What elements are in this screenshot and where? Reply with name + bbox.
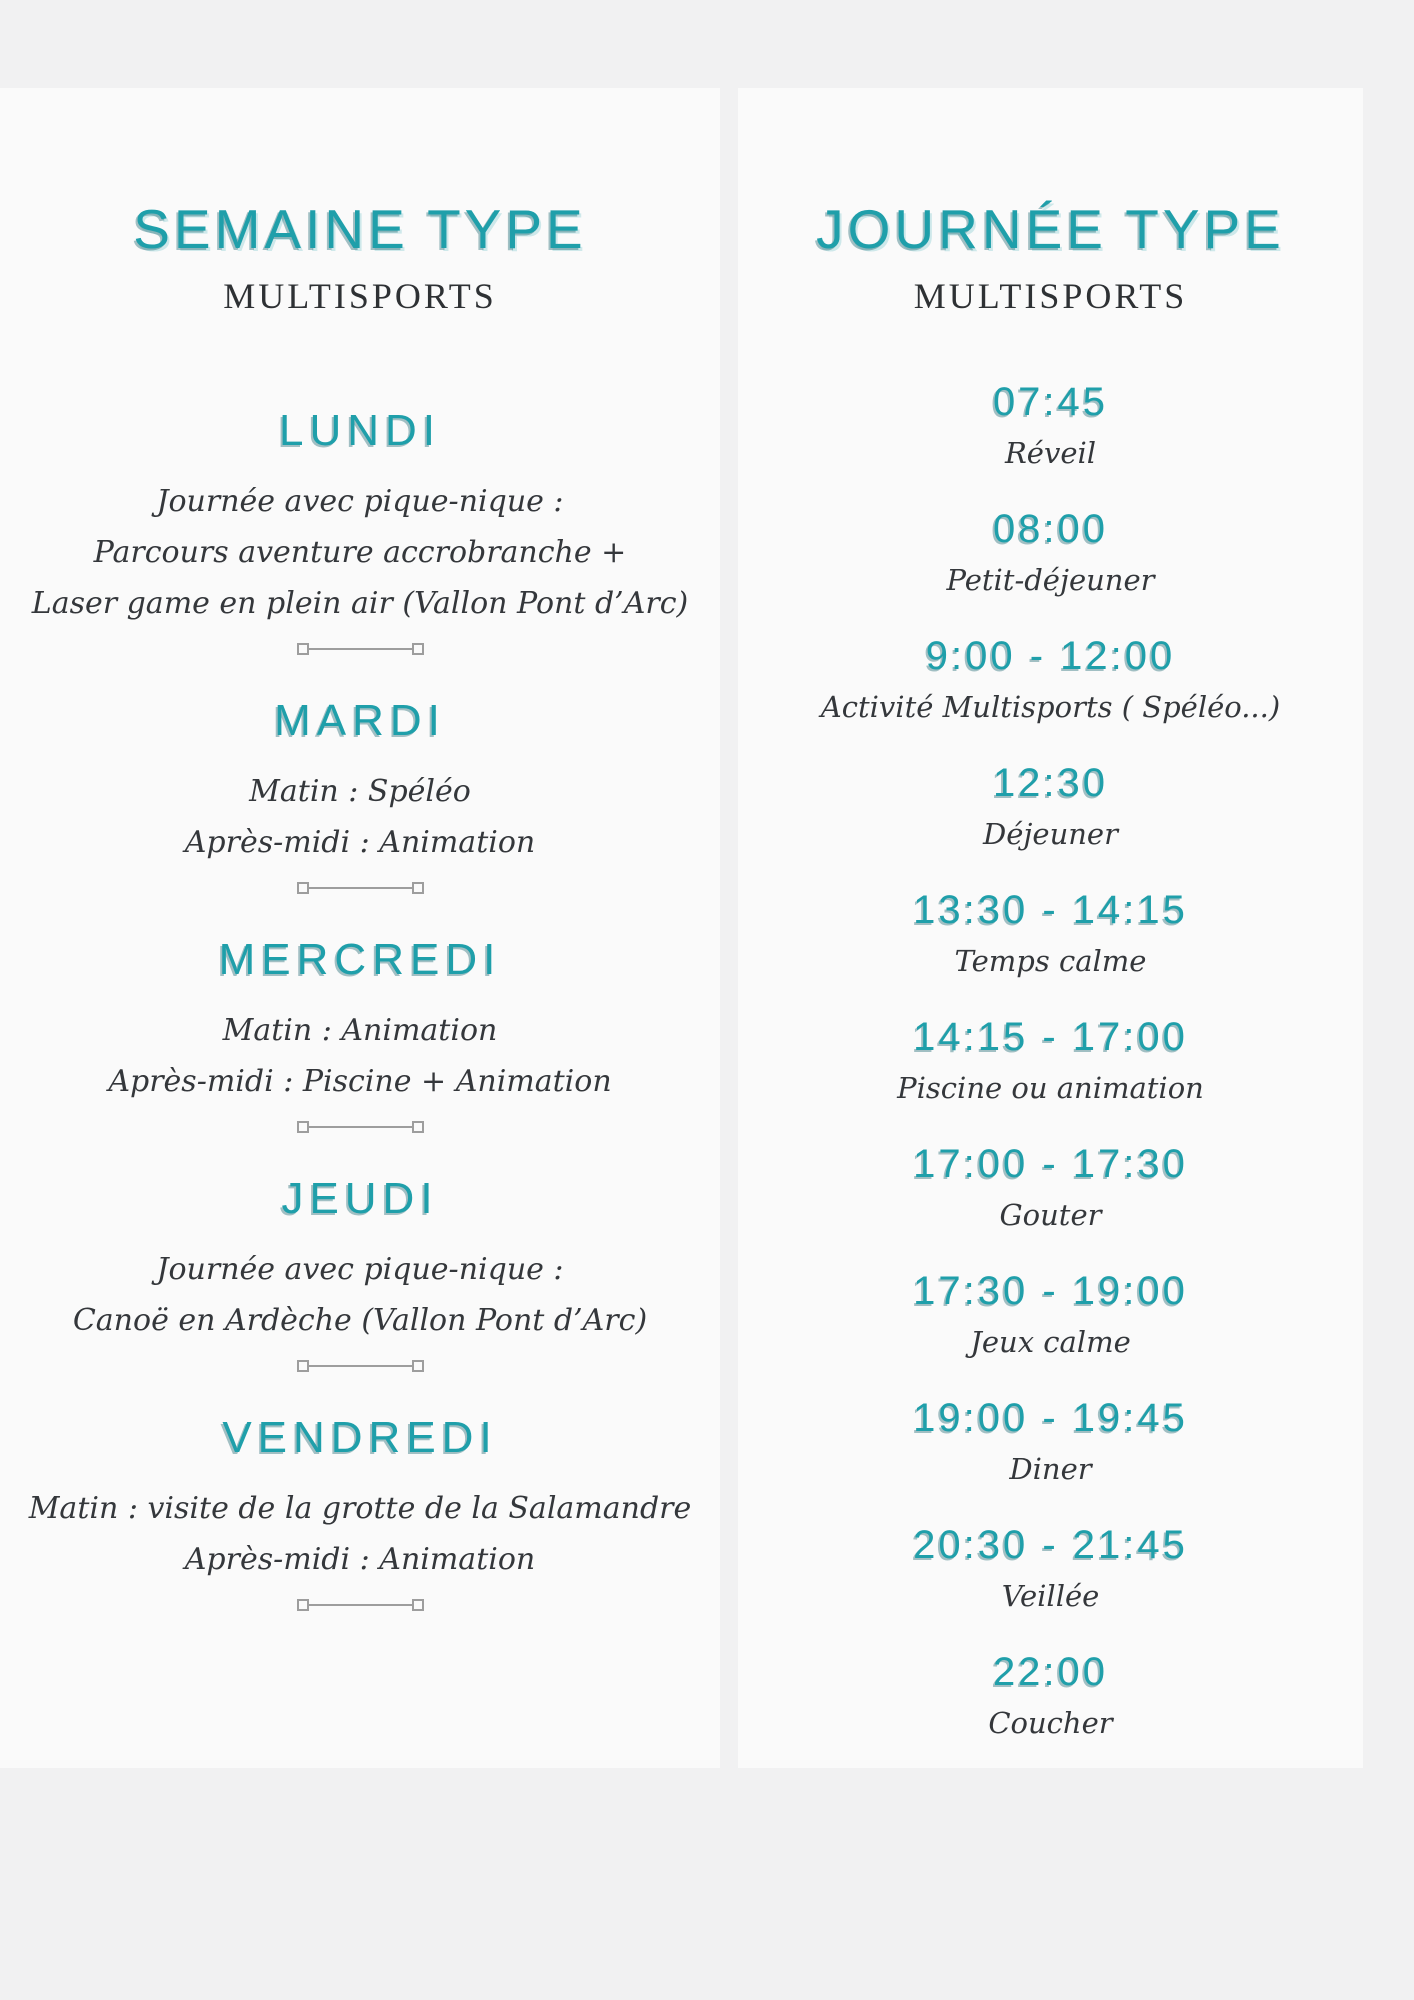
schedule-label: Gouter bbox=[999, 1198, 1102, 1232]
day-activity-line: Matin : Animation bbox=[222, 1013, 498, 1048]
day-name: JEUDI bbox=[281, 1174, 439, 1223]
schedule-label: Déjeuner bbox=[983, 817, 1118, 851]
divider-line bbox=[309, 648, 412, 650]
schedule-label: Jeux calme bbox=[970, 1325, 1131, 1359]
schedule-time: 19:00 - 19:45 bbox=[913, 1396, 1188, 1440]
schedule-label: Diner bbox=[1009, 1452, 1092, 1486]
day-activity-line: Parcours aventure accrobranche + bbox=[93, 535, 627, 570]
schedule-entry bbox=[738, 1266, 1363, 1362]
day-section bbox=[0, 694, 720, 893]
divider-line bbox=[309, 1365, 412, 1367]
schedule-label: Veillée bbox=[1001, 1579, 1100, 1613]
day-panel-title: JOURNÉE TYPE bbox=[816, 198, 1285, 260]
schedule-entry bbox=[738, 1012, 1363, 1108]
schedule-label: Coucher bbox=[988, 1706, 1113, 1740]
schedule-time: 12:30 bbox=[992, 761, 1109, 805]
week-panel bbox=[0, 88, 720, 1768]
schedule-time: 22:00 bbox=[992, 1650, 1109, 1694]
week-days-list bbox=[0, 404, 720, 1610]
divider-endpoint-square bbox=[412, 882, 424, 894]
day-activity-line: Laser game en plein air (Vallon Pont d’Arc) bbox=[31, 586, 689, 621]
divider-endpoint-square bbox=[297, 643, 309, 655]
day-activity-line: Matin : visite de la grotte de la Salamandre bbox=[28, 1491, 692, 1526]
day-activity-line: Canoë en Ardèche (Vallon Pont d’Arc) bbox=[72, 1303, 648, 1338]
divider-endpoint-square bbox=[297, 882, 309, 894]
schedule-time: 08:00 bbox=[992, 507, 1109, 551]
day-activity-line: Après-midi : Animation bbox=[184, 1542, 536, 1577]
day-panel-subtitle: MULTISPORTS bbox=[913, 276, 1188, 316]
day-section bbox=[0, 1411, 720, 1610]
day-name: LUNDI bbox=[278, 406, 442, 455]
schedule-time: 9:00 - 12:00 bbox=[925, 634, 1176, 678]
schedule-entry bbox=[738, 1647, 1363, 1743]
schedule-entry bbox=[738, 1393, 1363, 1489]
day-section bbox=[0, 1172, 720, 1371]
day-schedule-list bbox=[738, 377, 1363, 1743]
divider-endpoint-square bbox=[412, 1599, 424, 1611]
day-activity-line: Journée avec pique-nique : bbox=[156, 1252, 564, 1287]
divider-endpoint-square bbox=[297, 1599, 309, 1611]
divider-line bbox=[309, 1126, 412, 1128]
schedule-entry bbox=[738, 1139, 1363, 1235]
schedule-label: Petit-déjeuner bbox=[946, 563, 1155, 597]
schedule-entry bbox=[738, 885, 1363, 981]
day-activity-line: Après-midi : Piscine + Animation bbox=[108, 1064, 612, 1099]
section-divider bbox=[297, 1360, 424, 1371]
section-divider bbox=[297, 1121, 424, 1132]
schedule-label: Activité Multisports ( Spéléo...) bbox=[820, 690, 1281, 724]
schedule-label: Piscine ou animation bbox=[897, 1071, 1204, 1105]
day-activity-line: Après-midi : Animation bbox=[184, 825, 536, 860]
schedule-label: Réveil bbox=[1004, 436, 1097, 470]
section-divider bbox=[297, 882, 424, 893]
day-name: MERCREDI bbox=[218, 935, 502, 984]
divider-endpoint-square bbox=[412, 643, 424, 655]
day-activity-line: Matin : Spéléo bbox=[249, 774, 471, 809]
schedule-time: 20:30 - 21:45 bbox=[913, 1523, 1188, 1567]
schedule-entry bbox=[738, 377, 1363, 473]
schedule-time: 13:30 - 14:15 bbox=[913, 888, 1188, 932]
divider-endpoint-square bbox=[412, 1121, 424, 1133]
divider-endpoint-square bbox=[412, 1360, 424, 1372]
day-panel bbox=[738, 88, 1363, 1768]
schedule-time: 17:00 - 17:30 bbox=[913, 1142, 1188, 1186]
schedule-time: 14:15 - 17:00 bbox=[913, 1015, 1188, 1059]
week-panel-title: SEMAINE TYPE bbox=[133, 198, 587, 260]
section-divider bbox=[297, 643, 424, 654]
day-section bbox=[0, 404, 720, 654]
schedule-time: 17:30 - 19:00 bbox=[913, 1269, 1188, 1313]
schedule-entry bbox=[738, 1520, 1363, 1616]
divider-line bbox=[309, 887, 412, 889]
schedule-entry bbox=[738, 631, 1363, 727]
day-activity-line: Journée avec pique-nique : bbox=[156, 484, 564, 519]
schedule-time: 07:45 bbox=[992, 380, 1109, 424]
schedule-entry bbox=[738, 758, 1363, 854]
week-panel-subtitle: MULTISPORTS bbox=[223, 276, 497, 316]
section-divider bbox=[297, 1599, 424, 1610]
schedule-label: Temps calme bbox=[954, 944, 1147, 978]
schedule-entry bbox=[738, 504, 1363, 600]
divider-endpoint-square bbox=[297, 1360, 309, 1372]
day-name: VENDREDI bbox=[222, 1413, 498, 1462]
divider-line bbox=[309, 1604, 412, 1606]
day-section bbox=[0, 933, 720, 1132]
day-name: MARDI bbox=[274, 696, 446, 745]
divider-endpoint-square bbox=[297, 1121, 309, 1133]
